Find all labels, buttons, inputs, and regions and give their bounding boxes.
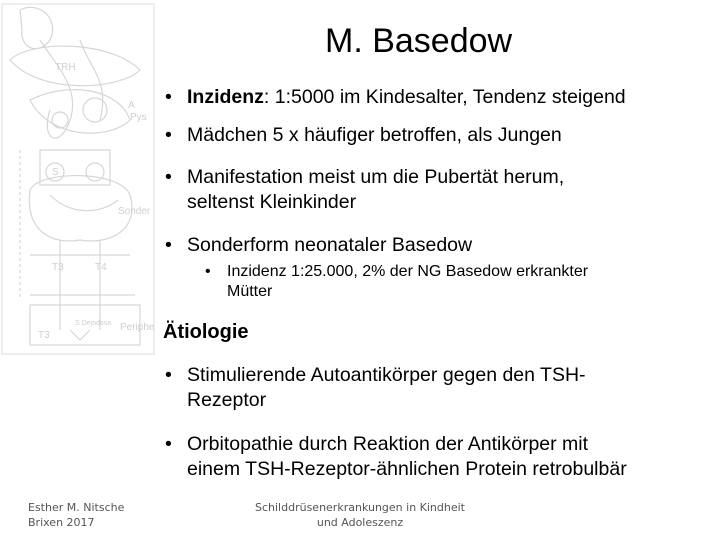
- bullet-orbitopathy-line1: Orbitopathie durch Reaktion der Antikörper mit: [187, 433, 589, 455]
- bullet-orbitopathy: [165, 432, 707, 482]
- slide-title: M. Basedow: [325, 22, 513, 60]
- footer-author: [28, 500, 124, 530]
- footer-topic: [240, 500, 480, 530]
- diagram-label-periphery: Periphe: [120, 322, 155, 333]
- bullet-neonatal: [165, 233, 707, 258]
- sub-bullet-marker: •: [205, 263, 211, 280]
- diagram-label-t3: T3: [52, 262, 64, 273]
- sub-bullet-line1: Inzidenz 1:25.000, 2% der NG Basedow erkrankter: [227, 263, 589, 280]
- diagram-label-a: A: [128, 100, 135, 111]
- bullet-autoantibodies-line1: Stimulierende Autoantikörper gegen den TSH-: [187, 364, 586, 386]
- footer-topic-line1: Schilddrüsenerkrankungen in Kindheit: [255, 501, 465, 514]
- footer-topic-line2: und Adoleszenz: [316, 516, 404, 529]
- sub-bullet-neonatal-incidence: [205, 262, 687, 302]
- footer-author-name: Esther M. Nitsche: [28, 501, 125, 514]
- diagram-label-s: S: [52, 167, 59, 178]
- bullet-marker: •: [165, 364, 172, 386]
- diagram-label-pys: Pys: [130, 112, 147, 123]
- section-heading-etiology: Ätiologie: [163, 321, 249, 343]
- bullet-autoantibodies: [165, 363, 707, 413]
- bullet-neonatal-text: Sonderform neonataler Basedow: [187, 234, 473, 256]
- diagram-label-sonder: Sonder: [118, 206, 151, 217]
- bullet-incidence: [165, 85, 707, 110]
- bullet-autoantibodies-line2: Rezeptor: [187, 389, 267, 411]
- bullet-orbitopathy-line2: einem TSH-Rezeptor-ähnlichen Protein retrobulbär: [187, 458, 627, 480]
- bullet-incidence-text: : 1:5000 im Kindesalter, Tendenz steigend: [263, 86, 626, 108]
- diagram-label-t3-bottom: T3: [38, 330, 50, 341]
- bullet-marker: •: [165, 234, 172, 256]
- bullet-marker: •: [165, 86, 172, 108]
- bullet-incidence-label: Inzidenz: [187, 86, 264, 108]
- bullet-marker: •: [165, 433, 172, 455]
- footer-author-place: Brixen 2017: [28, 516, 95, 529]
- bullet-girls-text: Mädchen 5 x häufiger betroffen, als Jungen: [187, 124, 562, 146]
- diagram-label-t4: T4: [95, 262, 107, 273]
- background-diagram: [0, 0, 165, 360]
- sub-bullet-line2: Mütter: [227, 283, 273, 300]
- diagram-label-trh: TRH: [55, 62, 76, 73]
- bullet-marker: •: [165, 124, 172, 146]
- diagram-label-dejodase: S Dejodasa: [75, 320, 112, 327]
- bullet-manifestation-line2: seltenst Kleinkinder: [187, 191, 357, 213]
- bullet-manifestation-line1: Manifestation meist um die Pubertät herum,: [187, 166, 565, 188]
- bullet-manifestation: [165, 165, 707, 215]
- bullet-marker: •: [165, 166, 172, 188]
- bullet-girls: [165, 123, 707, 148]
